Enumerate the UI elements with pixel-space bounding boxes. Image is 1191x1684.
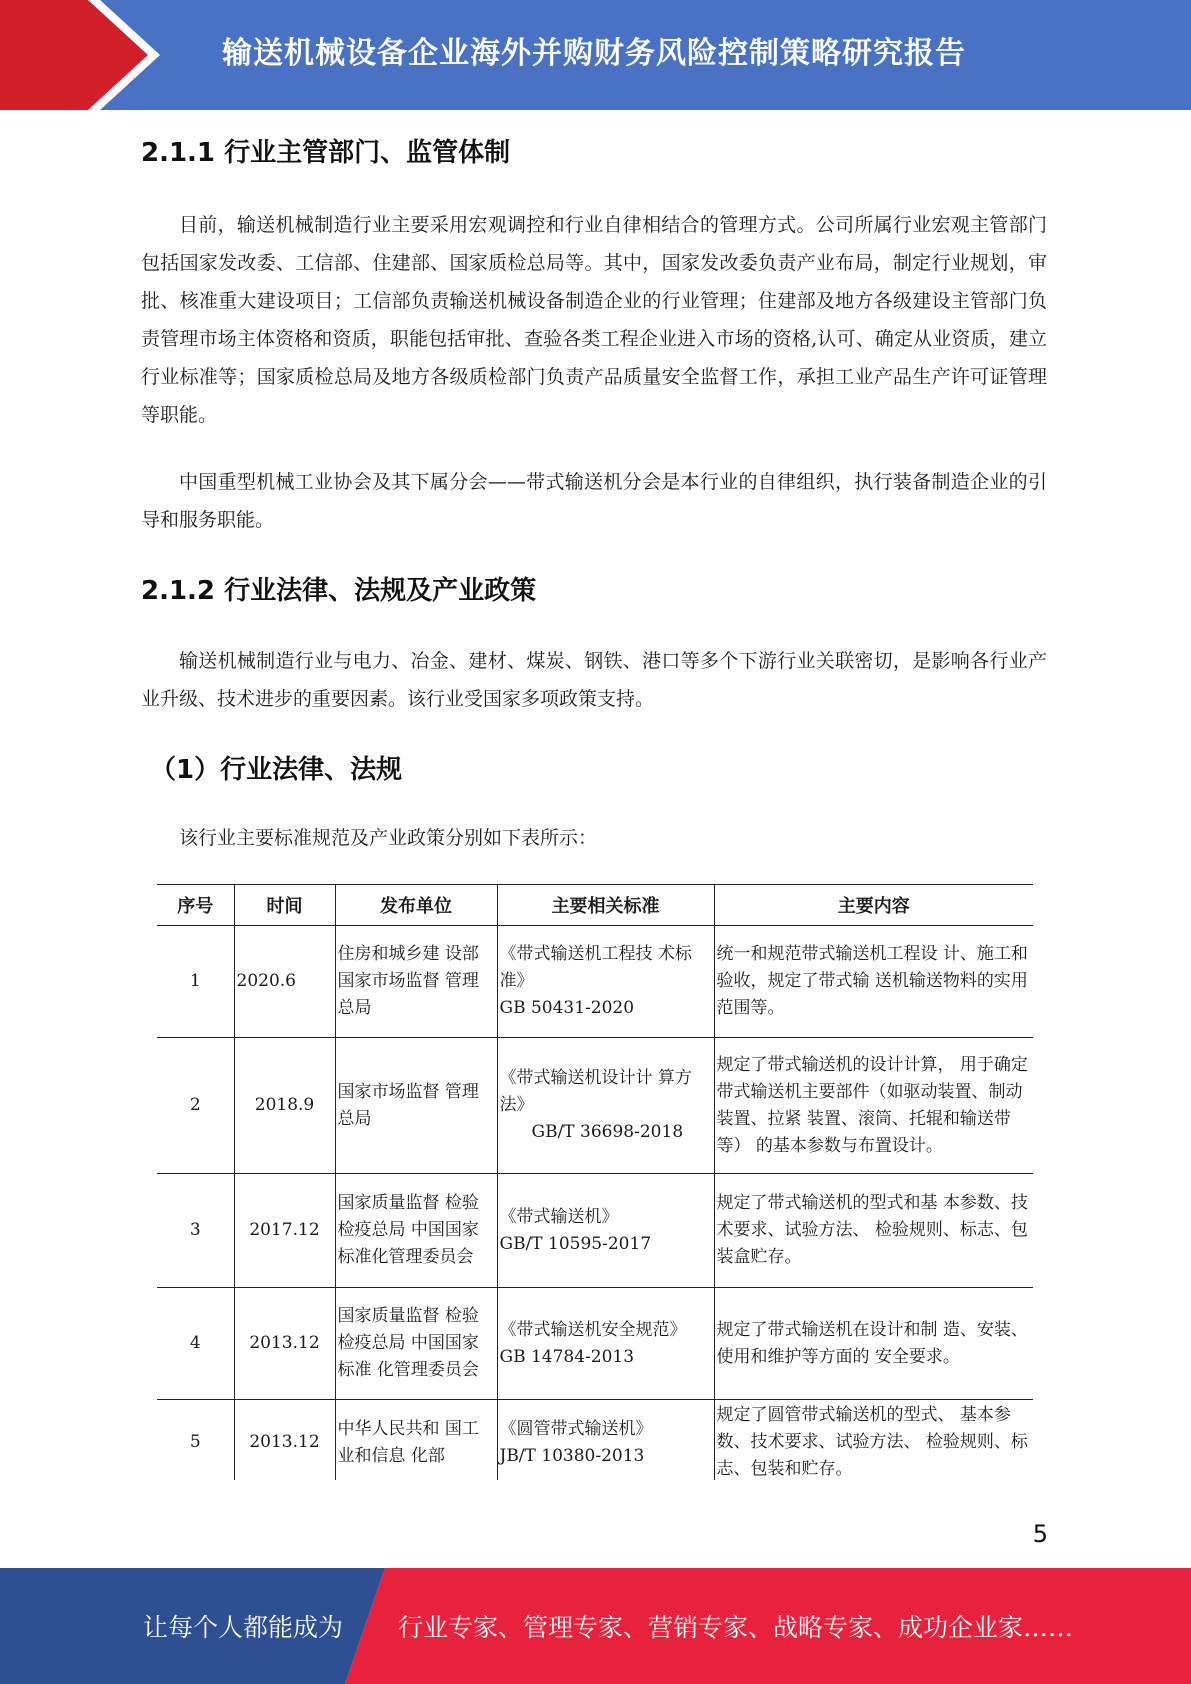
subsection-heading-laws: （1）行业法律、法规 [150, 755, 403, 785]
publisher-line: 国家市场监督 管理总局 [337, 971, 479, 1018]
standard-code: JB/T 10380-2013 [499, 1445, 645, 1466]
table-row [157, 1400, 1033, 1481]
table-row [157, 1288, 1033, 1400]
cell-publisher [335, 926, 497, 1038]
standard-title: 《带式输送机工程技 术标准》 [499, 944, 692, 991]
publisher-line: 中华人民共和 国工业和信息 化部 [337, 1418, 479, 1466]
column-header-content: 主要内容 [714, 885, 1033, 926]
publisher-line: 国家质量监督 检验检疫总局 中国国家标准 化管理委员会 [337, 1306, 479, 1380]
table-header-row [157, 885, 1033, 926]
standard-code: GB/T 36698-2018 [531, 1122, 684, 1142]
publisher-line: 国家质量监督 检验检疫总局 中国国家标准化管理委员会 [337, 1193, 479, 1267]
cell-publisher [335, 1400, 497, 1481]
standard-title: 《带式输送机设计计 算方法》 [499, 1068, 692, 1115]
cell-number: 4 [157, 1288, 234, 1400]
cell-standard [497, 926, 714, 1038]
table-intro-text: 该行业主要标准规范及产业政策分别如下表所示： [179, 827, 598, 849]
section-heading-2-1-1: 2.1.1 行业主管部门、监管体制 [141, 138, 511, 168]
cell-date: 2013.12 [234, 1400, 335, 1481]
standard-code: GB/T 10595-2017 [499, 1233, 652, 1254]
standard-code: GB 14784-2013 [499, 1346, 635, 1367]
cell-date: 2020.6 [234, 926, 335, 1038]
table-row [157, 926, 1033, 1038]
standards-table [157, 884, 1033, 1480]
footer-slogan-left: 让每个人都能成为 [143, 1613, 344, 1642]
cell-content: 统一和规范带式输送机工程设 计、施工和验收，规定了带式输 送机输送物料的实用范围等。 [714, 926, 1033, 1038]
cell-content: 规定了圆管带式输送机的型式、 基本参数、技术要求、试验方法、 检验规则、标志、包装和贮存。 [714, 1400, 1033, 1481]
cell-publisher [335, 1174, 497, 1288]
cell-standard [497, 1400, 714, 1481]
cell-number: 2 [157, 1038, 234, 1174]
cell-number: 3 [157, 1174, 234, 1288]
report-title: 输送机械设备企业海外并购财务风险控制策略研究报告 [222, 36, 966, 71]
section-heading-2-1-2: 2.1.2 行业法律、法规及产业政策 [141, 576, 537, 606]
publisher-line: 国家市场监督 管理总局 [337, 1081, 479, 1129]
cell-date: 2018.9 [234, 1038, 335, 1174]
cell-number: 1 [157, 926, 234, 1038]
cell-date: 2017.12 [234, 1174, 335, 1288]
cell-content: 规定了带式输送机的设计计算， 用于确定带式输送机主要部件（如驱动装置、制动装置、拉紧 装置、滚筒、托辊和输送带等） 的基本参数与布置设计。 [714, 1038, 1033, 1174]
paragraph-industry-association: 中国重型机械工业协会及其下属分会——带式输送机分会是本行业的自律组织，执行装备制造企业的引导和服务职能。 [141, 471, 1047, 531]
cell-standard [497, 1174, 714, 1288]
standard-code: GB 50431-2020 [499, 998, 635, 1018]
table-row [157, 1038, 1033, 1174]
cell-publisher [335, 1288, 497, 1400]
cell-content: 规定了带式输送机的型式和基 本参数、技术要求、试验方法、 检验规则、标志、包装盒贮存。 [714, 1174, 1033, 1288]
page-header-banner [0, 0, 1191, 110]
column-header-date: 时间 [234, 885, 335, 926]
standard-title: 《带式输送机安全规范》 [499, 1319, 687, 1340]
column-header-number: 序号 [157, 885, 234, 926]
paragraph-downstream-industries: 输送机械制造行业与电力、冶金、建材、煤炭、钢铁、港口等多个下游行业关联密切，是影响各行业产业升级、技术进步的重要因素。该行业受国家多项政策支持。 [141, 650, 1047, 710]
paragraph-regulatory-system: 目前，输送机械制造行业主要采用宏观调控和行业自律相结合的管理方式。公司所属行业宏观主管部门包括国家发改委、工信部、住建部、国家质检总局等。其中，国家发改委负责产业布局，制定行业规划，审批、核准重大建设项目；工信部负责输送机械设备制造企业的行业管理；住建部及地方各级建设主管部门负责管理市场主体资格和资质，职能包括审批、查验各类工程企业进入市场的资格,认可、确定从业资质，建立行业标准等；国家质检总局及地方各级质检部门负责产品质量安全监督工作，承担工业产品生产许可证管理等职能。 [141, 214, 1047, 426]
publisher-line: 住房和城乡建 设部 [337, 944, 479, 964]
cell-number: 5 [189, 1432, 201, 1452]
column-header-publisher: 发布单位 [335, 885, 497, 926]
cell-content: 规定了带式输送机在设计和制 造、安装、使用和维护等方面的 安全要求。 [714, 1288, 1033, 1400]
cell-standard [497, 1288, 714, 1400]
standard-title: 《圆管带式输送机》 [499, 1418, 653, 1439]
table-row [157, 1174, 1033, 1288]
page-number: 5 [1032, 1520, 1048, 1548]
footer-slogan-right: 行业专家、管理专家、营销专家、战略专家、成功企业家…… [398, 1613, 1074, 1642]
standard-title: 《带式输送机》 [499, 1206, 619, 1227]
standards-table-wrapper [157, 884, 1033, 1480]
cell-standard [497, 1038, 714, 1174]
cell-publisher [335, 1038, 497, 1174]
column-header-standard: 主要相关标准 [497, 885, 714, 926]
page-footer-banner [0, 1568, 1191, 1684]
cell-date: 2013.12 [234, 1288, 335, 1400]
